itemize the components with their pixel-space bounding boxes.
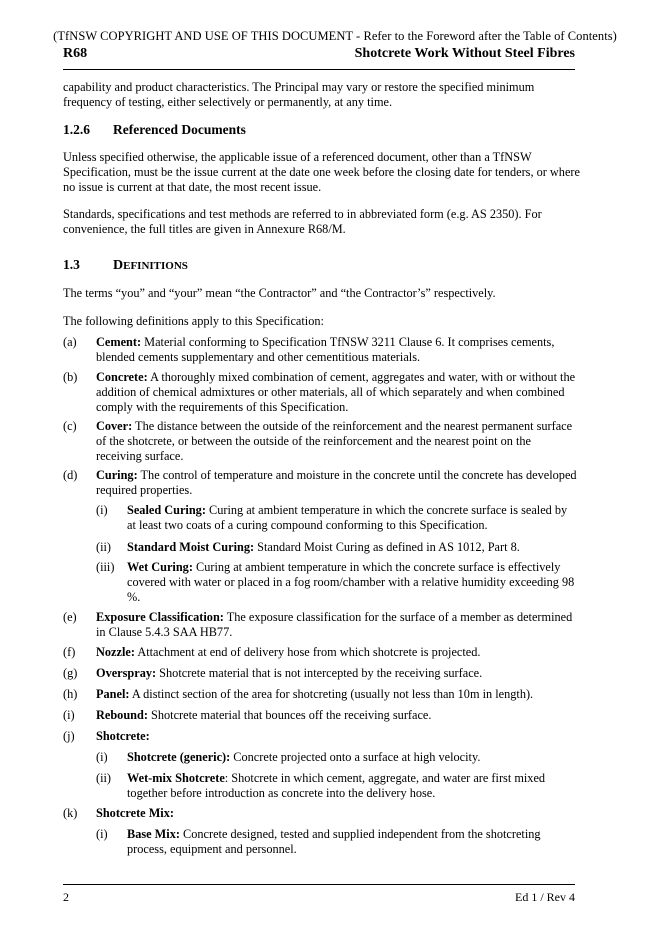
- referenced-docs-para-1: Unless specified otherwise, the applicable issue of a referenced document, other than a TfNSW Specification, must be the issue current at the date one week before the closing date for tenders, or where no issue is current at that date, the most recent issue.: [63, 150, 580, 194]
- footer-divider: [63, 884, 575, 885]
- intro-paragraph: capability and product characteristics. The Principal may vary or restore the specified minimum frequency of testing, either selectively or permanently, at any time.: [63, 80, 535, 109]
- document-page: (TfNSW COPYRIGHT AND USE OF THIS DOCUMENT - Refer to the Foreword after the Table of Contents) R68 Shotcrete Work Without Steel Fibres capability and product characteristics. The Principal may vary or restore the specified minimum frequency of testing, either selectively or permanently, at any time. 1.2.6 Referenced Documents Unless specified otherwise, the applicable issue of a referenced document, other than a TfNSW Specification, must be the issue current at the date one week before the closing date for tenders, or where no issue is current at that date, the most recent issue. Standards, specifications and test methods are referred to in abbreviated form (e.g. AS 2350). For convenience, the full titles are given in Annexure R68/M. 1.3 DEFINITIONS The terms “you” and “your” mean “the Contractor” and “the Contractor’s” respectively. The following definitions apply to this Specification: (a) Cement: Material conforming to Specification TfNSW 3211 Clause 6. It comprises cements, blended cements supplementary and other cementitious materials. (b) Concrete: A thoroughly mixed combination of cement, aggregates and water, with or without the addition of chemical admixtures or other materials, all of which separately and when combined comply with the requirements of this Specification. (c) Cover: The distance between the outside of the reinforcement and the nearest permanent surface of the shotcrete, or between the outside of the reinforcement and the nearest point on the receiving surface. (d) Curing: The control of temperature and moisture in the concrete until the concrete has developed required properties. (i) Sealed Curing: Curing at ambient temperature in which the concrete surface is sealed by at least two coats of a curing compound conforming to this Specification. (ii) Standard Moist Curing: Standard Moist Curing as defined in AS 1012, Part 8. (iii) Wet Curing: Curing at ambient temperature in which the concrete surface is effectively covered with water or placed in a fog room/chamber with a relative humidity exceeding 98 %. (e) Exposure Classification: The exposure classification for the surface of a member as determined in Clause 5.4.3 SAA HB77. (f) Nozzle: Attachment at end of delivery hose from which shotcrete is projected. (g) Overspray: Shotcrete material that is not intercepted by the receiving surface. (h) Panel: A distinct section of the area for shotcreting (usually not less than 10m in length). (i) Rebound: Shotcrete material that bounces off the receiving surface. (j) Shotcrete: (i) Shotcrete (generic): Concrete projected onto a surface at high velocity. (ii) Wet-mix Shotcrete: Shotcrete in which cement, aggregate, and water are first mixed together before introduction as concrete into the delivery hose. (k) Shotcrete Mix: (i) Base Mix: Concrete designed, tested and supplied independent from the shotcreting process, equipment and personnel. 2 Ed 1 / Rev 4: [0, 0, 670, 947]
- definitions-intro-1: The terms “you” and “your” mean “the Contractor” and “the Contractor’s” respectively.: [63, 286, 496, 300]
- referenced-docs-para-2: Standards, specifications and test methods are referred to in abbreviated form (e.g. AS 2350). For convenience, the full titles are given in Annexure R68/M.: [63, 207, 542, 236]
- doc-code: R68: [63, 46, 88, 61]
- header-divider: [63, 69, 575, 70]
- doc-title: Shotcrete Work Without Steel Fibres: [354, 46, 575, 61]
- page-number: 2: [63, 890, 69, 904]
- definitions-intro-2: The following definitions apply to this Specification:: [63, 314, 324, 328]
- edition-revision: Ed 1 / Rev 4: [515, 890, 575, 904]
- copyright-notice: (TfNSW COPYRIGHT AND USE OF THIS DOCUMENT - Refer to the Foreword after the Table of Contents): [53, 29, 617, 43]
